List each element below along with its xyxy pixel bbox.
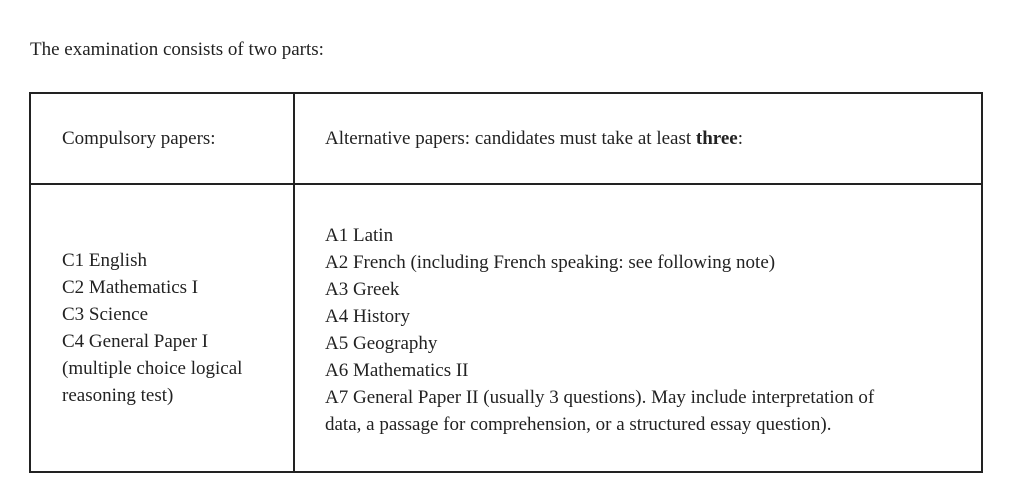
alternative-papers-cell bbox=[294, 184, 982, 472]
list-item: C4 General Paper I bbox=[62, 331, 209, 352]
list-item: C1 English bbox=[62, 250, 147, 271]
list-item: A6 Mathematics II bbox=[325, 360, 469, 381]
list-item: C2 Mathematics I bbox=[62, 277, 199, 298]
alternative-header-prefix: Alternative papers: candidates must take at least bbox=[325, 128, 696, 149]
list-item: data, a passage for comprehension, or a structured essay question). bbox=[325, 414, 832, 435]
list-item: A3 Greek bbox=[325, 279, 400, 300]
alternative-header bbox=[325, 125, 961, 152]
table-body-row bbox=[30, 184, 982, 472]
compulsory-papers-list bbox=[62, 247, 273, 409]
table-header-row bbox=[30, 93, 982, 184]
examination-table bbox=[29, 92, 983, 473]
compulsory-header-cell bbox=[30, 93, 294, 184]
alternative-papers-list bbox=[325, 222, 961, 438]
compulsory-papers-cell bbox=[30, 184, 294, 472]
list-item: A4 History bbox=[325, 306, 410, 327]
list-item: C3 Science bbox=[62, 304, 149, 325]
list-item: (multiple choice logical bbox=[62, 358, 243, 379]
list-item: A7 General Paper II (usually 3 questions). May include interpretation of bbox=[325, 387, 875, 408]
list-item: A5 Geography bbox=[325, 333, 438, 354]
alternative-header-cell bbox=[294, 93, 982, 184]
list-item: A2 French (including French speaking: see following note) bbox=[325, 252, 776, 273]
list-item: reasoning test) bbox=[62, 385, 174, 406]
alternative-header-bold: three bbox=[695, 128, 738, 149]
compulsory-header: Compulsory papers: bbox=[62, 128, 216, 149]
alternative-header-suffix: : bbox=[737, 128, 744, 149]
intro-text: The examination consists of two parts: bbox=[30, 39, 324, 60]
list-item: A1 Latin bbox=[325, 225, 394, 246]
